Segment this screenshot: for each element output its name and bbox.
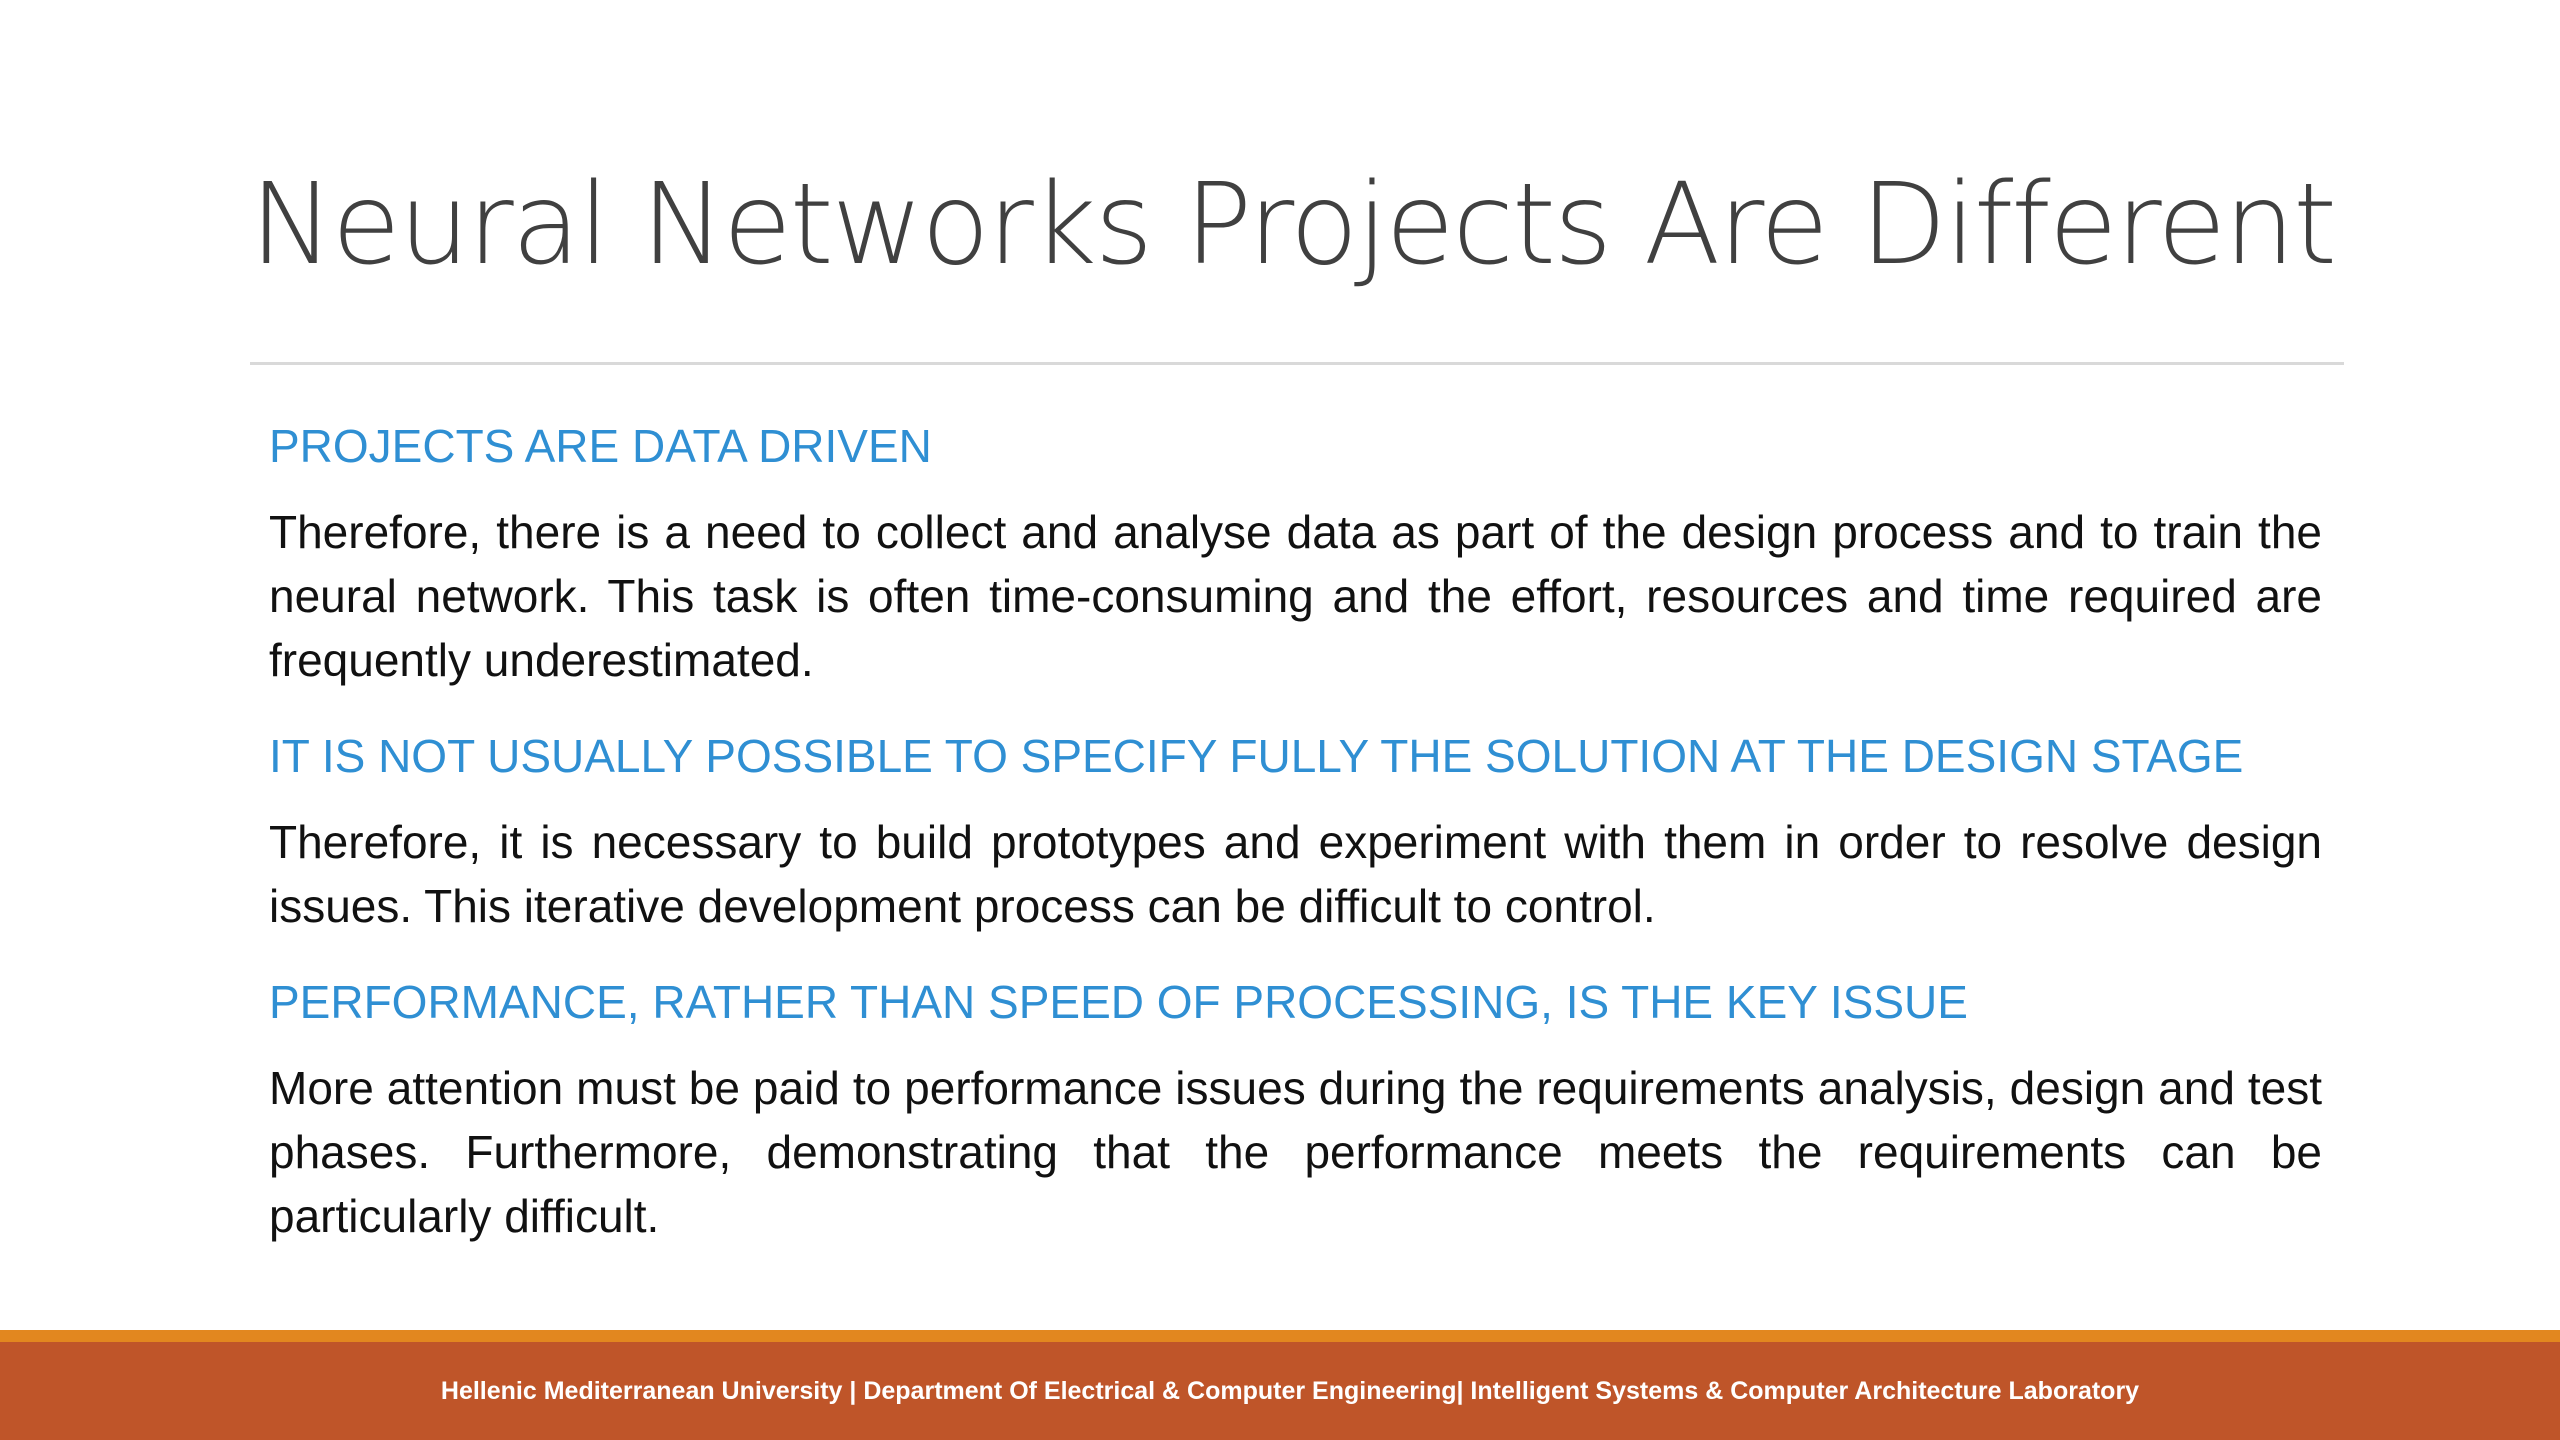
footer-text: Hellenic Mediterranean University | Department Of Electrical & Computer Engineering| Intelligent Systems & Computer Architecture Laboratory [440, 1376, 2140, 1405]
section-data-driven [269, 408, 2322, 692]
section-body: Therefore, it is necessary to build prototypes and experiment with them in order to resolve design issues. This iterative development process can be difficult to control. [269, 816, 2322, 932]
section-body: More attention must be paid to performance issues during the requirements analysis, design and test phases. Furthermore, demonstrating that the performance meets the requirements can be particularly difficult. [269, 1062, 2322, 1242]
section-body: Therefore, there is a need to collect and analyse data as part of the design process and to train the neural network. This task is often time-consuming and the effort, resources and time required are frequently underestimated. [269, 506, 2322, 686]
slide-title: Neural Networks Projects Are Different [250, 160, 2336, 290]
section-design-stage [269, 718, 2322, 938]
title-divider [250, 362, 2344, 365]
section-heading: PERFORMANCE, RATHER THAN SPEED OF PROCESSING, IS THE KEY ISSUE [269, 976, 1968, 1028]
footer-accent-stripe [0, 1330, 2560, 1342]
section-heading: IT IS NOT USUALLY POSSIBLE TO SPECIFY FULLY THE SOLUTION AT THE DESIGN STAGE [269, 730, 2244, 782]
slide-content [269, 408, 2322, 1274]
section-performance [269, 964, 2322, 1248]
section-heading: PROJECTS ARE DATA DRIVEN [269, 420, 932, 472]
footer-band [0, 1342, 2560, 1440]
